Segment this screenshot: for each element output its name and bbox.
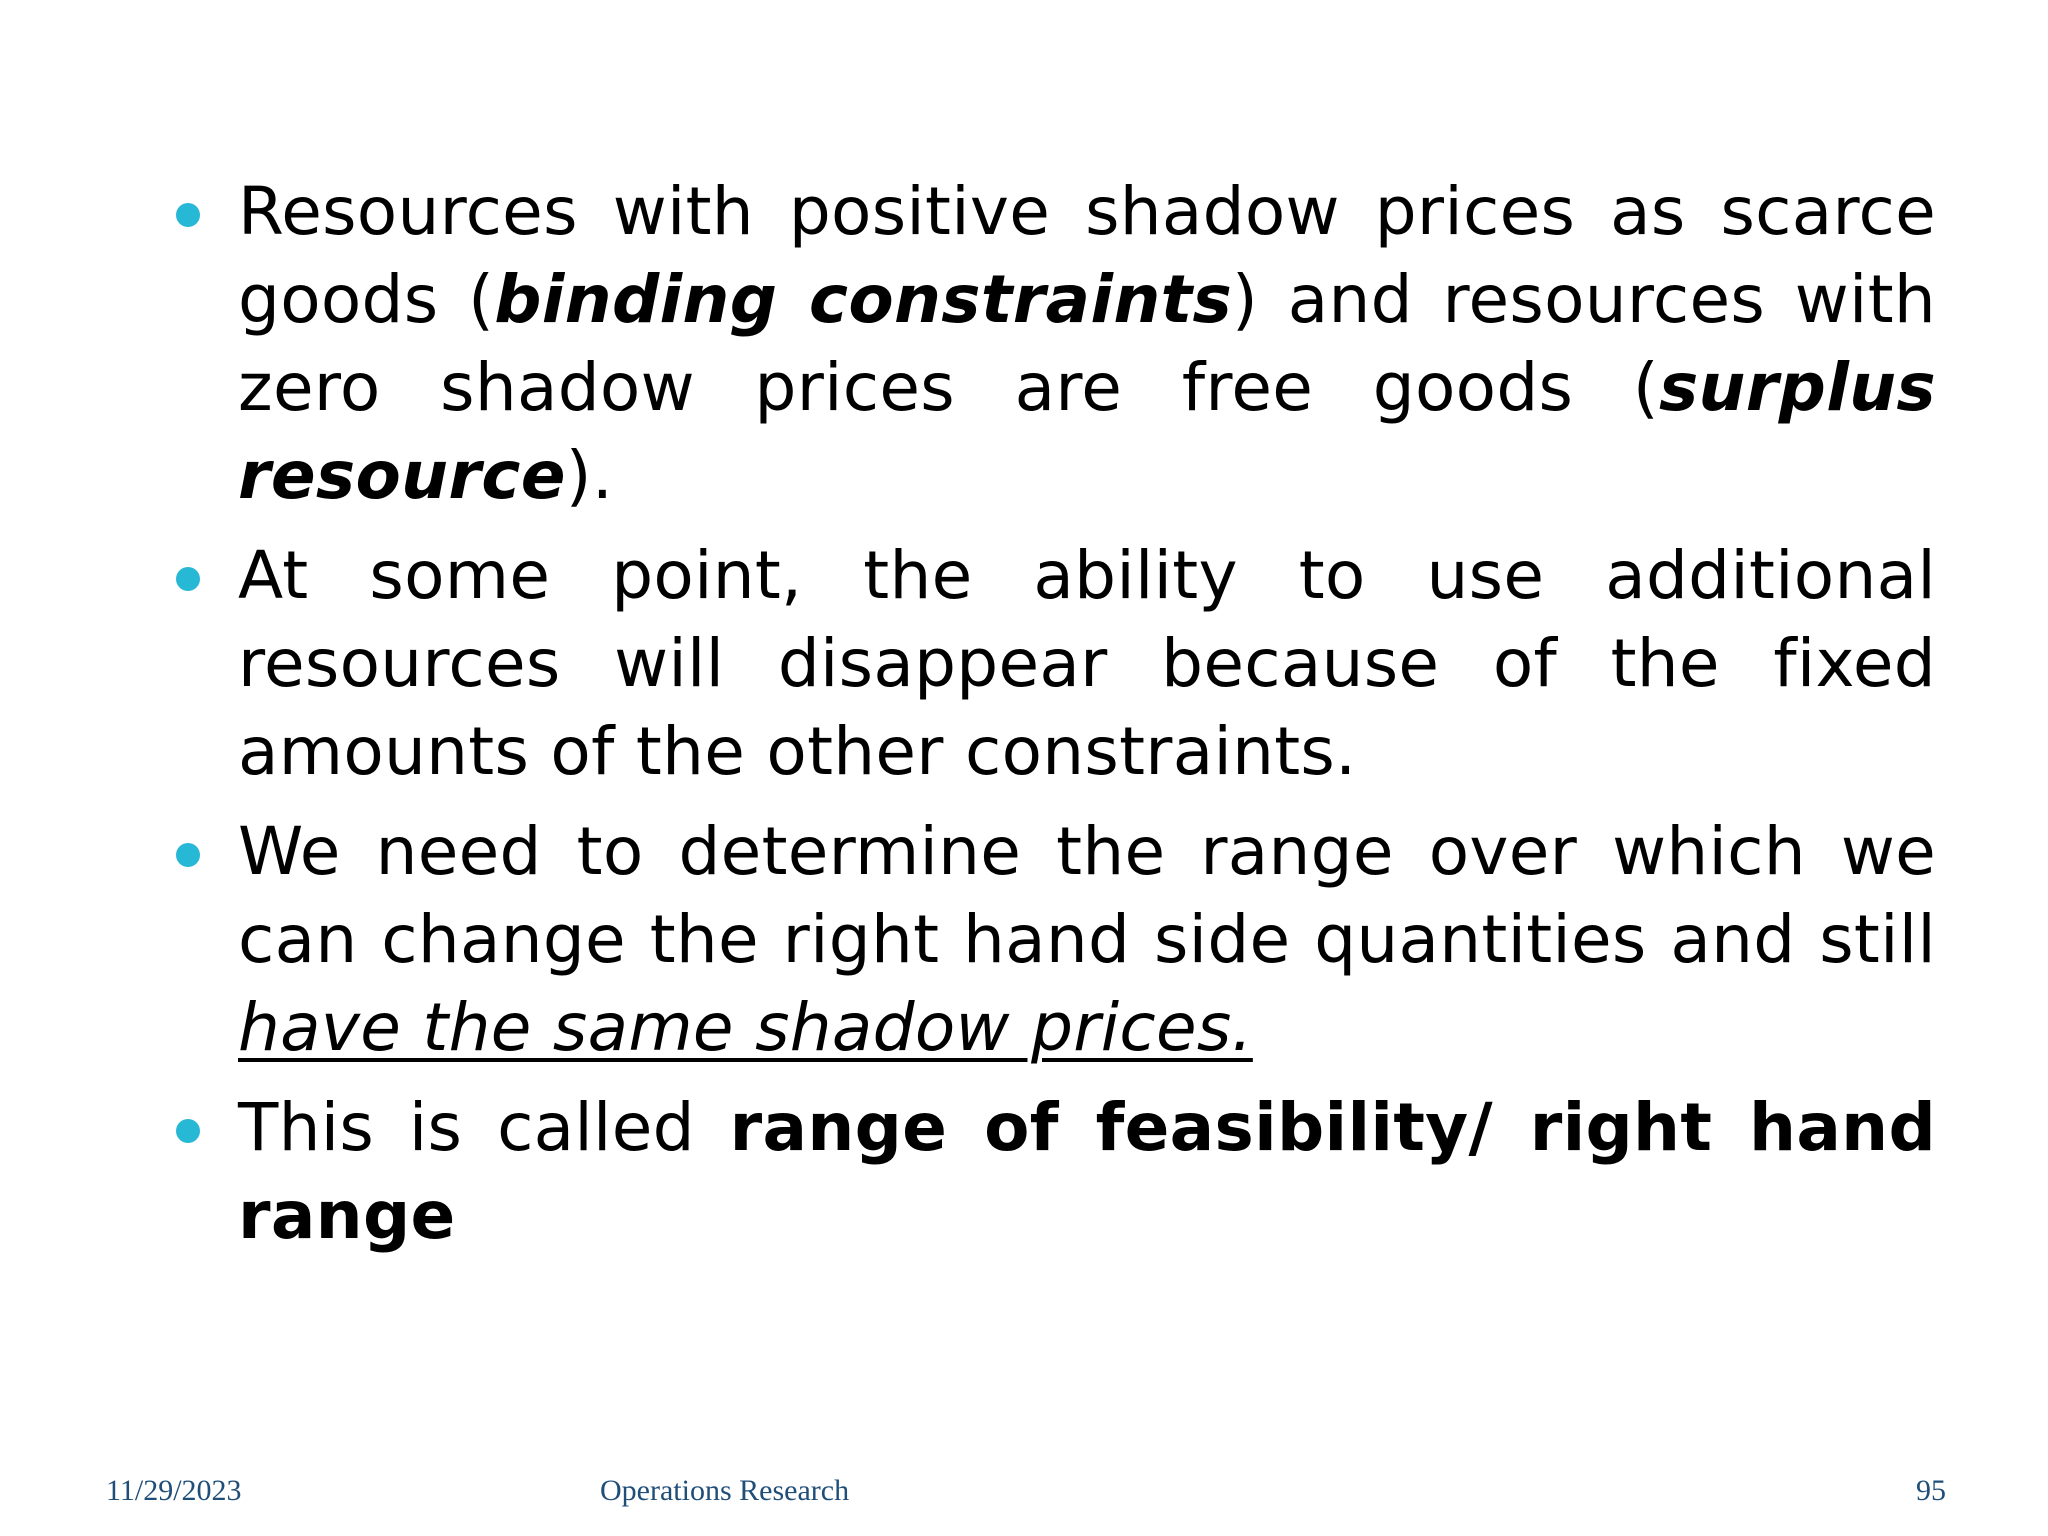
bullet-text-part: This is called bbox=[238, 1089, 730, 1166]
bullet-text-part: We need to determine the range over which we can change the right hand side quantities and still bbox=[238, 813, 1936, 978]
bullet-item bbox=[176, 168, 1936, 520]
bullet-dot-icon bbox=[176, 203, 200, 227]
bullet-item bbox=[176, 532, 1936, 796]
footer-title: Operations Research bbox=[600, 1474, 850, 1507]
bullet-item bbox=[176, 1084, 1936, 1260]
bullet-text-part: surplus resource bbox=[238, 349, 1936, 514]
bullet-text-part: range of feasibility/ right hand range bbox=[238, 1089, 1936, 1254]
bullet-item bbox=[176, 808, 1936, 1072]
footer-page-number: 95 bbox=[1916, 1474, 1946, 1507]
bullet-dot-icon bbox=[176, 843, 200, 867]
footer-date: 11/29/2023 bbox=[106, 1474, 242, 1507]
bullet-text-part: binding constraints bbox=[494, 261, 1233, 338]
bullet-dot-icon bbox=[176, 1119, 200, 1143]
bullet-text-part: At some point, the ability to use additional resources will disappear because of the fixed amounts of the other constraints. bbox=[238, 537, 1936, 790]
bullet-dot-icon bbox=[176, 567, 200, 591]
bullet-text-part: ) and resources with zero shadow prices are free goods ( bbox=[238, 261, 1937, 426]
bullet-text-part: ). bbox=[565, 437, 614, 514]
bullet-list bbox=[176, 168, 1936, 1272]
bullet-text-part: have the same shadow prices. bbox=[238, 989, 1253, 1066]
bullet-text-part: Resources with positive shadow prices as scarce goods ( bbox=[238, 173, 1936, 338]
